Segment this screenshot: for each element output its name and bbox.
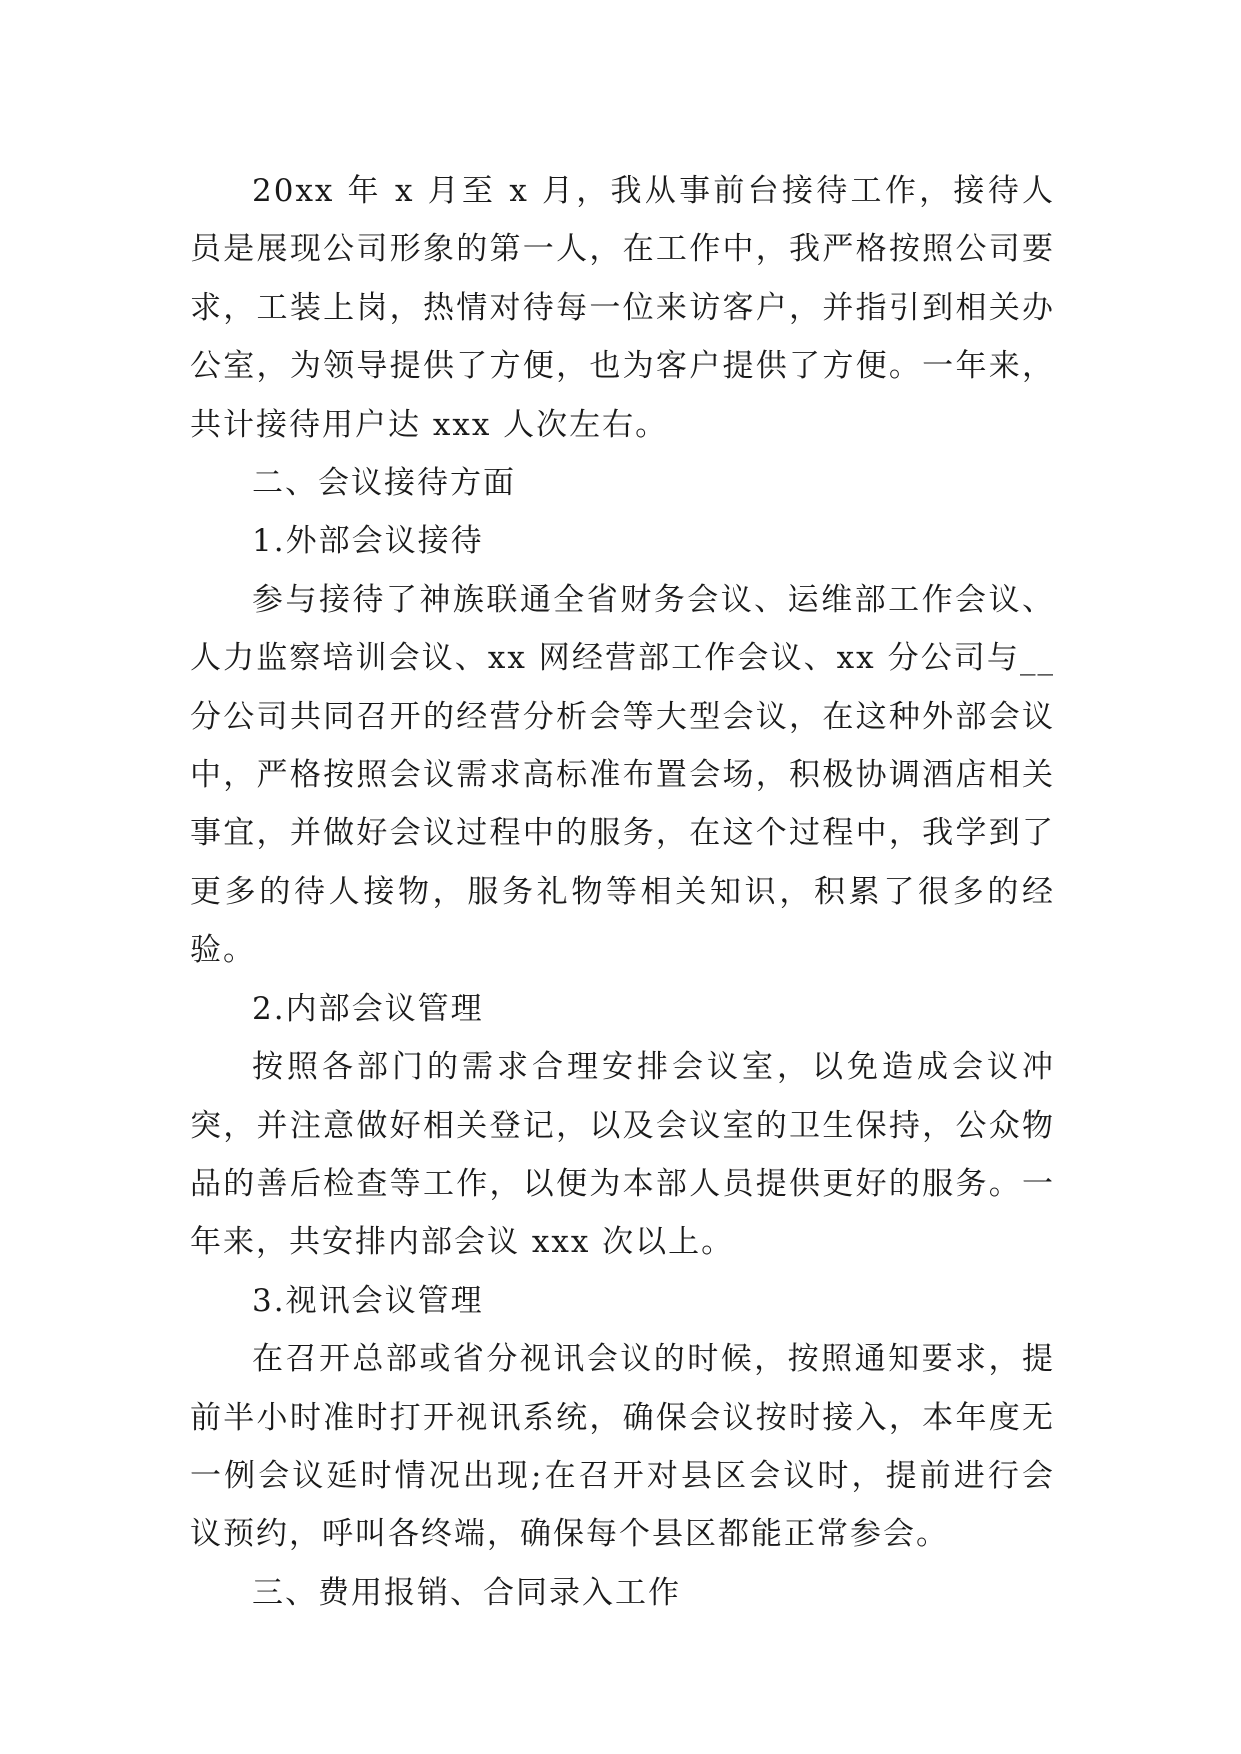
subheading-internal-meetings: 2.内部会议管理: [252, 990, 484, 1027]
section-heading-meeting-reception: 二、会议接待方面: [252, 465, 516, 502]
subheading-external-meetings: 1.外部会议接待: [252, 523, 484, 560]
subheading-video-meetings: 3.视讯会议管理: [252, 1282, 484, 1319]
paragraph-video-meetings: 在召开总部或省分视讯会议的时候，按照通知要求，提前半小时准时打开视讯系统，确保会议按时接入，本年度无一例会议延时情况出现;在召开对县区会议时，提前进行会议预约，呼叫各终端，确保每个县区都能正常参会。: [190, 1341, 1055, 1553]
paragraph-reception-intro: 20xx 年 x 月至 x 月，我从事前台接待工作，接待人员是展现公司形象的第一人，在工作中，我严格按照公司要求，工装上岗，热情对待每一位来访客户，并指引到相关办公室，为领导提供了方便，也为客户提供了方便。一年来，共计接待用户达 xxx 人次左右。: [190, 173, 1055, 443]
paragraph-external-meetings: 参与接待了神族联通全省财务会议、运维部工作会议、人力监察培训会议、xx 网经营部工作会议、xx 分公司与__分公司共同召开的经营分析会等大型会议，在这种外部会议中，严格按照会议需求高标准布置会场，积极协调酒店相关事宜，并做好会议过程中的服务，在这个过程中，我学到了更多的待人接物，服务礼物等相关知识，积累了很多的经验。: [190, 581, 1055, 969]
section-heading-expenses-contracts: 三、费用报销、合同录入工作: [252, 1574, 681, 1611]
paragraph-internal-meetings: 按照各部门的需求合理安排会议室，以免造成会议冲突，并注意做好相关登记，以及会议室的卫生保持，公众物品的善后检查等工作，以便为本部人员提供更好的服务。一年来，共安排内部会议 xxx 次以上。: [190, 1049, 1055, 1261]
